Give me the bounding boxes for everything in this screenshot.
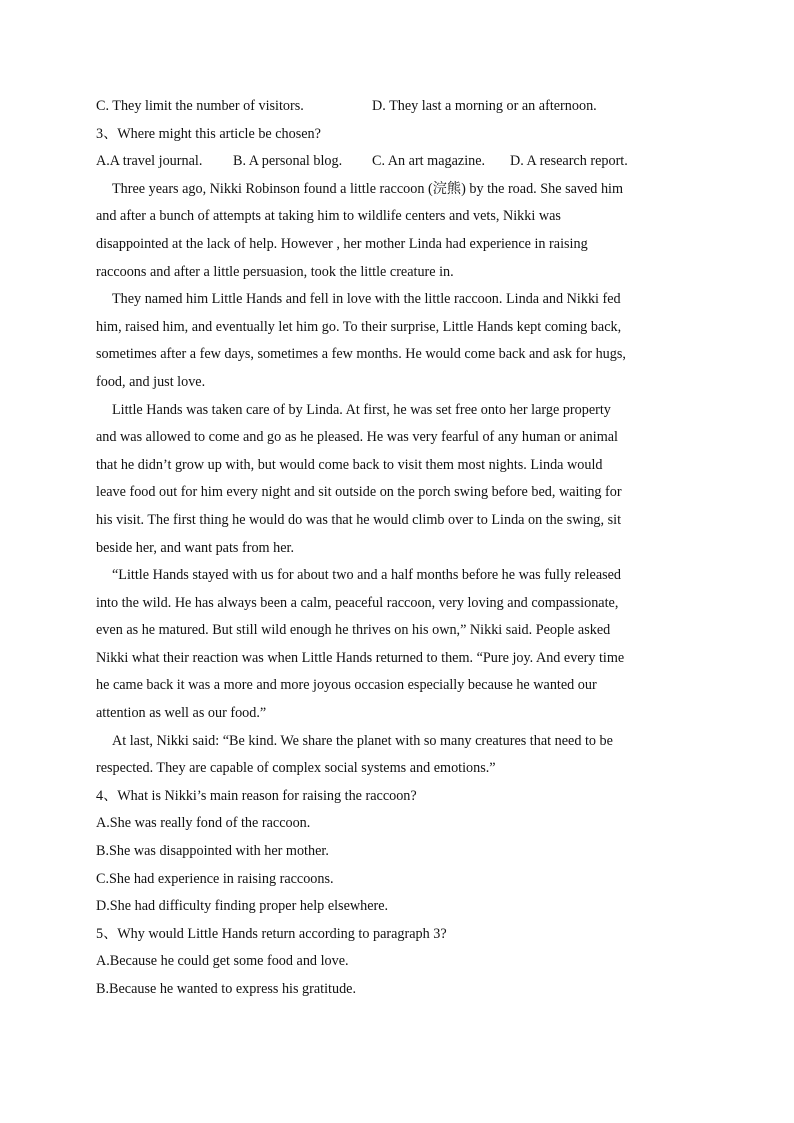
q3-option-d: D. A research report. (510, 153, 628, 170)
passage-line: disappointed at the lack of help. However , her mother Linda had experience in raising (96, 235, 588, 252)
passage-line: attention as well as our food.” (96, 705, 267, 722)
q2-option-c: C. They limit the number of visitors. (96, 98, 304, 114)
q3-option-b: B. A personal blog. (233, 153, 343, 170)
q5-option-a: A.Because he could get some food and love. (96, 953, 349, 970)
passage-line: him, raised him, and eventually let him go. To their surprise, Little Hands kept coming back, (96, 318, 622, 335)
passage-line: into the wild. He has always been a calm, peaceful raccoon, very loving and compassionate, (96, 594, 619, 611)
passage-paragraph-4 (96, 562, 706, 728)
q5-option-b: B.Because he wanted to express his gratitude. (96, 981, 357, 997)
passage-line: Nikki what their reaction was when Little Hands returned to them. “Pure joy. And every time (96, 649, 625, 666)
passage-line: his visit. The first thing he would do was that he would climb over to Linda on the swing, sit (96, 511, 622, 528)
passage-paragraph-2 (96, 286, 706, 396)
q3-option-a: A.A travel journal. (96, 153, 203, 170)
q2-options-row (96, 93, 706, 121)
passage-paragraph-1 (96, 176, 706, 286)
passage-line: beside her, and want pats from her. (96, 539, 294, 556)
q3-option-c: C. An art magazine. (372, 153, 486, 170)
q4-option-b: B.She was disappointed with her mother. (96, 843, 329, 860)
passage-paragraph-5 (96, 728, 706, 783)
q3-stem: 3、Where might this article be chosen? (96, 125, 321, 142)
passage-line: leave food out for him every night and sit outside on the porch swing before bed, waiting for (96, 484, 622, 501)
q2-option-d: D. They last a morning or an afternoon. (372, 98, 597, 114)
passage-line: sometimes after a few days, sometimes a few months. He would come back and ask for hugs, (96, 346, 626, 363)
passage-line: “Little Hands stayed with us for about two and a half months before he was fully released (112, 567, 622, 584)
passage-line: and was allowed to come and go as he pleased. He was very fearful of any human or animal (96, 429, 618, 446)
q4-option-d: D.She had difficulty finding proper help elsewhere. (96, 898, 389, 915)
q4-stem: 4、What is Nikki’s main reason for raising the raccoon? (96, 787, 417, 804)
passage-line: he came back it was a more and more joyous occasion especially because he wanted our (96, 677, 597, 694)
passage-line: food, and just love. (96, 373, 206, 390)
passage-line: even as he matured. But still wild enough he thrives on his own,” Nikki said. People asked (96, 622, 611, 639)
passage-line: raccoons and after a little persuasion, took the little creature in. (96, 263, 454, 280)
passage-line: They named him Little Hands and fell in love with the little raccoon. Linda and Nikki fed (112, 291, 621, 308)
page-content (96, 93, 706, 1004)
passage-line: that he didn’t grow up with, but would come back to visit them most nights. Linda would (96, 456, 603, 473)
passage-line: respected. They are capable of complex social systems and emotions.” (96, 760, 496, 777)
q4-option-a: A.She was really fond of the raccoon. (96, 815, 311, 832)
passage-line: At last, Nikki said: “Be kind. We share the planet with so many creatures that need to be (112, 732, 613, 749)
q4-option-c: C.She had experience in raising raccoons. (96, 870, 334, 887)
q3-options-row (96, 148, 706, 176)
passage-line: and after a bunch of attempts at taking him to wildlife centers and vets, Nikki was (96, 208, 561, 225)
passage-line: Three years ago, Nikki Robinson found a little raccoon (浣熊) by the road. She saved him (112, 180, 624, 197)
passage-line: Little Hands was taken care of by Linda. At first, he was set free onto her large property (112, 401, 611, 418)
q5-stem: 5、Why would Little Hands return according to paragraph 3? (96, 925, 447, 942)
passage-paragraph-3 (96, 397, 706, 563)
